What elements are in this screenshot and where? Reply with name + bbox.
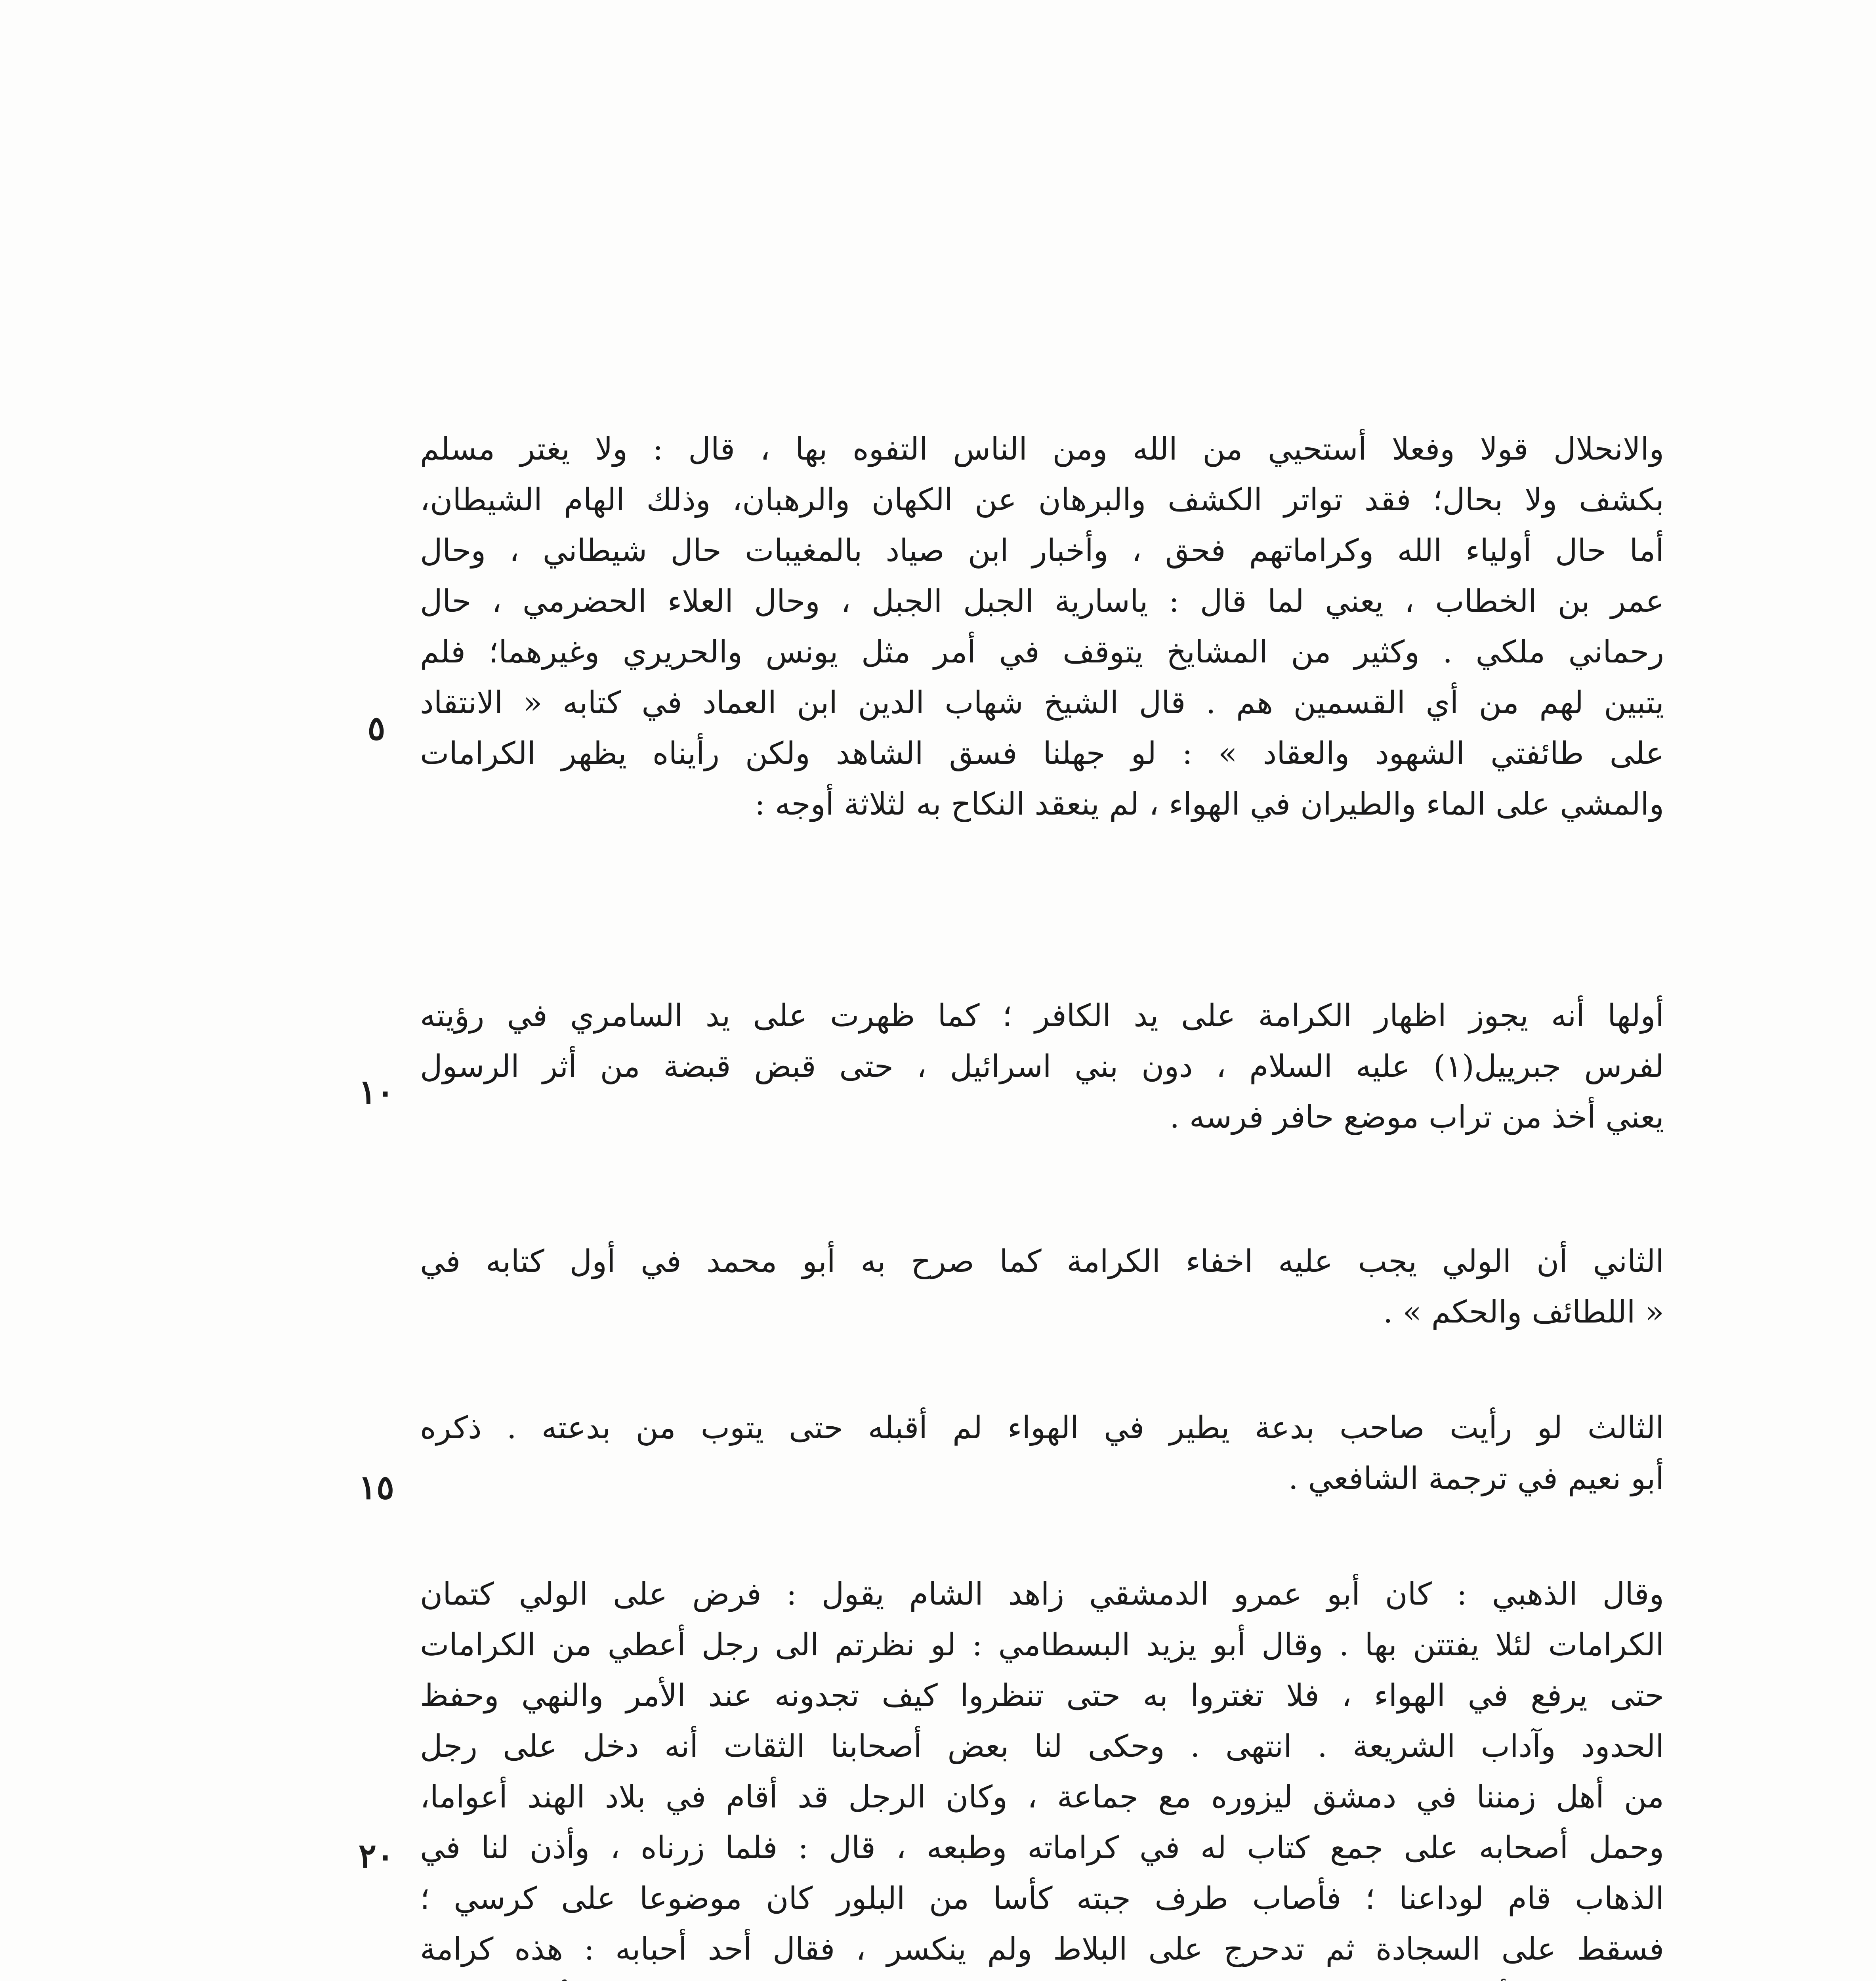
text-line: وحمل أصحابه على جمع كتاب له في كراماته وطبعه ، قال : فلما زرناه ، وأذن لنا في [420,1830,1664,1866]
text-line: على طائفتي الشهود والعقاد » : لو جهلنا فسق الشاهد ولكن رأيناه يظهر الكرامات [420,736,1664,771]
text-line: رحماني ملكي . وكثير من المشايخ يتوقف في أمر مثل يونس والحريري وغيرهما؛ فلم [420,634,1664,670]
text-line: يتبين لهم من أي القسمين هم . قال الشيخ شهاب الدين ابن العماد في كتابه « الانتقاد [420,685,1664,721]
text-line: لفرس جبرييل(١) عليه السلام ، دون بني اسرائيل ، حتى قبض قبضة من أثر الرسول [420,1049,1664,1084]
text-line: الذهاب قام لوداعنا ؛ فأصاب طرف جبته كأسا من البلور كان موضوعا على كرسي ؛ [420,1881,1664,1916]
text-line: والانحلال قولا وفعلا أستحيي من الله ومن الناس التفوه بها ، قال : ولا يغتر مسلم [420,431,1664,467]
paragraph-5 [420,1569,1664,1981]
text-line: أما حال أولياء الله وكراماتهم فحق ، وأخبار ابن صياد بالمغيبات حال شيطاني ، وحال [420,533,1664,569]
text-line: الثاني أن الولي يجب عليه اخفاء الكرامة كما صرح به أبو محمد في أول كتابه في [420,1244,1664,1279]
paragraph-3 [420,1236,1664,1338]
text-line: حتى يرفع في الهواء ، فلا تغتروا به حتى تنظروا كيف تجدونه عند الأمر والنهي وحفظ [420,1678,1664,1714]
paragraph-1 [420,424,1664,830]
text-line [420,1975,1664,1981]
text-line: « اللطائف والحكم » . [1383,1294,1664,1330]
text-line: والمشي على الماء والطيران في الهواء ، لم ينعقد النكاح به لثلاثة أوجه : [754,786,1664,822]
text-line: عمر بن الخطاب ، يعني لما قال : ياسارية الجبل الجبل ، وحال العلاء الحضرمي ، حال [420,584,1664,619]
text-line: وقال الذهبي : كان أبو عمرو الدمشقي زاهد الشام يقول : فرض على الولي كتمان [420,1576,1664,1612]
line-number-20: ٢٠ [358,1836,395,1875]
text-line: الثالث لو رأيت صاحب بدعة يطير في الهواء لم أقبله حتى يتوب من بدعته . ذكره [420,1410,1664,1446]
paragraph-2 [420,990,1664,1143]
line-number-15: ١٥ [358,1468,395,1507]
text-line: الحدود وآداب الشريعة . انتهى . وحكى لنا بعض أصحابنا الثقات أنه دخل على رجل [420,1729,1664,1764]
line-number-5: ٥ [367,708,386,748]
text-line: الكرامات لئلا يفتتن بها . وقال أبو يزيد البسطامي : لو نظرتم الى رجل أعطي من الكرامات [420,1627,1664,1663]
text-line: أولها أنه يجوز اظهار الكرامة على يد الكافر ؛ كما ظهرت على يد السامري في رؤيته [420,998,1664,1034]
paragraph-4 [420,1403,1664,1504]
text-line: فسقط على السجادة ثم تدحرج على البلاط ولم ينكسر ، فقال أحد أحبابه : هذه كرامة [420,1931,1664,1967]
line-number-10: ١٠ [358,1072,395,1111]
text-line: أبو نعيم في ترجمة الشافعي . [1288,1461,1664,1496]
text-line: بكشف ولا بحال؛ فقد تواتر الكشف والبرهان عن الكهان والرهبان، وذلك الهام الشيطان، [420,482,1664,518]
text-line: يعني أخذ من تراب موضع حافر فرسه . [1170,1099,1664,1135]
text-line: من أهل زمننا في دمشق ليزوره مع جماعة ، وكان الرجل قد أقام في بلاد الهند أعواما، [420,1779,1664,1815]
